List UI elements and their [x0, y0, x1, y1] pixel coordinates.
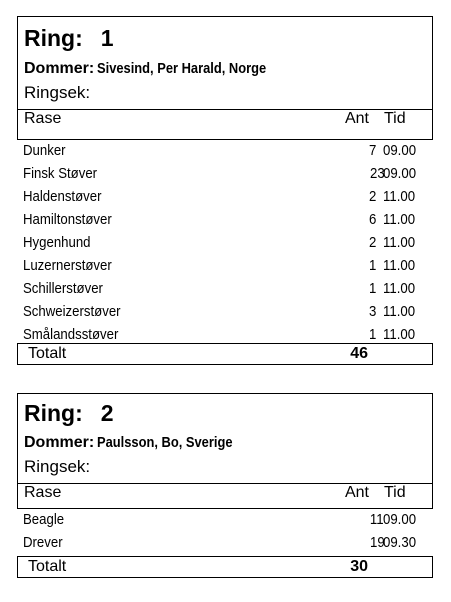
col-ant: Ant — [344, 110, 369, 127]
ring-header — [17, 16, 433, 140]
ant-cell: 11 — [369, 511, 384, 528]
ring-header — [17, 393, 433, 509]
ring-number: 1 — [100, 25, 114, 51]
column-header — [18, 109, 432, 130]
tid-cell: 09.00 — [383, 165, 417, 182]
table-row — [17, 534, 433, 557]
col-tid: Tid — [384, 110, 406, 127]
ring-title — [24, 25, 114, 52]
table-row — [17, 257, 433, 280]
ring-number: 2 — [100, 400, 114, 426]
ringsek-label: Ringsek: — [24, 457, 91, 476]
total-row — [17, 343, 433, 365]
rase-cell: Beagle — [23, 511, 65, 528]
ant-cell: 2 — [369, 234, 377, 251]
ant-cell: 23 — [370, 165, 385, 182]
total-value: 46 — [350, 345, 368, 362]
dommer-name: Paulsson, Bo, Sverige — [97, 434, 233, 451]
ant-cell: 19 — [370, 534, 385, 551]
dommer-label: Dommer: — [24, 434, 95, 451]
rase-cell: Dunker — [23, 142, 66, 159]
dommer-line — [24, 434, 255, 452]
dommer-line — [24, 60, 294, 78]
rase-cell: Smålandsstøver — [23, 326, 119, 343]
table-row — [17, 511, 433, 534]
col-rase: Rase — [24, 484, 62, 501]
column-header — [18, 483, 432, 504]
rase-cell: Finsk Støver — [23, 165, 98, 182]
rase-cell: Hygenhund — [23, 234, 91, 251]
total-row — [17, 556, 433, 578]
table-row — [17, 142, 433, 165]
total-value: 30 — [350, 558, 368, 575]
tid-cell: 11.00 — [383, 303, 416, 320]
col-tid: Tid — [384, 484, 406, 501]
total-label: Totalt — [28, 558, 67, 575]
ant-cell: 1 — [369, 326, 377, 343]
tid-cell: 11.00 — [383, 280, 416, 297]
ring-section-2 — [17, 393, 433, 575]
ant-cell: 1 — [369, 257, 377, 274]
tid-cell: 11.00 — [383, 211, 416, 228]
rase-cell: Haldenstøver — [23, 188, 102, 205]
ring-title — [24, 400, 114, 427]
tid-cell: 09.00 — [383, 142, 417, 159]
rase-cell: Schillerstøver — [23, 280, 103, 297]
table-row — [17, 280, 433, 303]
ring-section-1 — [17, 16, 433, 362]
ant-cell: 6 — [369, 211, 377, 228]
table-row — [17, 211, 433, 234]
table-row — [17, 188, 433, 211]
col-rase: Rase — [24, 110, 62, 127]
table-row — [17, 234, 433, 257]
table-row — [17, 303, 433, 326]
ant-cell: 2 — [369, 188, 377, 205]
rase-cell: Drever — [23, 534, 63, 551]
tid-cell: 11.00 — [383, 188, 416, 205]
dommer-name: Sivesind, Per Harald, Norge — [97, 60, 267, 77]
ring-label: Ring: — [24, 400, 83, 426]
rase-cell: Hamiltonstøver — [23, 211, 112, 228]
tid-cell: 09.00 — [383, 511, 417, 528]
tid-cell: 09.30 — [383, 534, 417, 551]
ringsek-label: Ringsek: — [24, 83, 91, 102]
total-label: Totalt — [28, 345, 67, 362]
tid-cell: 11.00 — [383, 234, 416, 251]
rase-cell: Schweizerstøver — [23, 303, 121, 320]
table-row — [17, 165, 433, 188]
rase-cell: Luzernerstøver — [23, 257, 112, 274]
ant-cell: 7 — [369, 142, 377, 159]
tid-cell: 11.00 — [383, 257, 416, 274]
ant-cell: 3 — [369, 303, 377, 320]
ant-cell: 1 — [369, 280, 377, 297]
col-ant: Ant — [344, 484, 369, 501]
ring-label: Ring: — [24, 25, 83, 51]
tid-cell: 11.00 — [383, 326, 416, 343]
dommer-label: Dommer: — [24, 60, 95, 77]
